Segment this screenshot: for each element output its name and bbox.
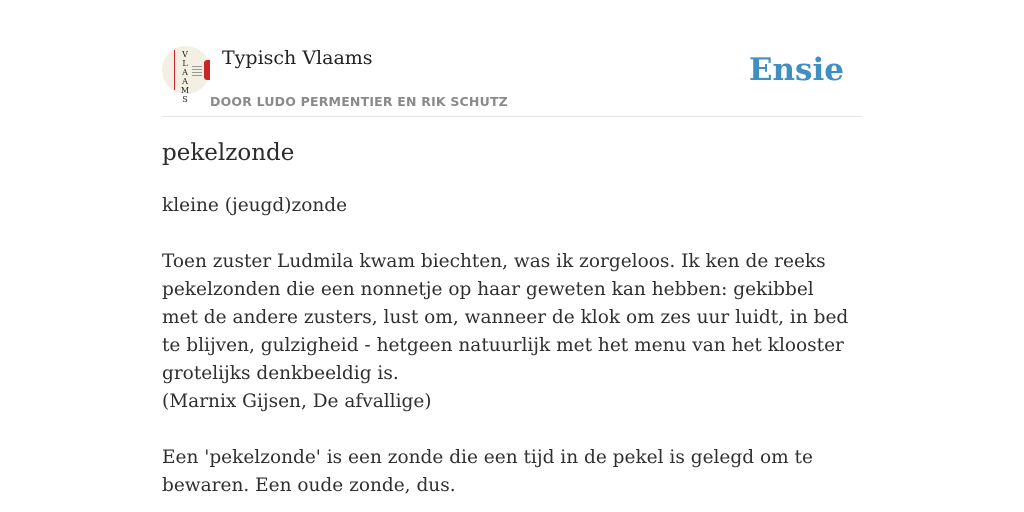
entry-quote-source: (Marnix Gijsen, De afvallige) [162, 391, 432, 412]
paragraph-gap [162, 416, 852, 444]
entry-term: pekelzonde [162, 140, 295, 166]
entry-quote: Toen zuster Ludmila kwam biechten, was ik zorgeloos. Ik ken de reeks pekelzonden die een nonnetje op haar geweten kan hebben: gekibbel met de andere zusters, lust om, wanneer de klok om zes uur luidt, in bed te blijven, gulzigheid - hetgeen natuurlijk met het menu van het klooster grotelijks denkbeeldig is. [162, 251, 849, 384]
site-title[interactable]: Typisch Vlaams [222, 47, 373, 69]
logo-red-stroke [174, 50, 175, 90]
page-header [162, 46, 862, 117]
paragraph-gap [162, 220, 852, 248]
entry-explanation: Een 'pekelzonde' is een zonde die een tijd in de pekel is gelegd om te bewaren. Een oude zonde, dus. [162, 447, 813, 496]
entry-definition: kleine (jeugd)zonde [162, 195, 348, 216]
logo-letters: V L A A M S [180, 50, 190, 104]
typisch-vlaams-logo[interactable] [162, 46, 210, 104]
logo-red-edge [204, 60, 210, 80]
entry-content [162, 192, 852, 500]
ensie-brand-link[interactable]: Ensie [748, 52, 844, 88]
logo-lines [192, 66, 202, 78]
byline: DOOR LUDO PERMENTIER EN RIK SCHUTZ [210, 94, 508, 109]
